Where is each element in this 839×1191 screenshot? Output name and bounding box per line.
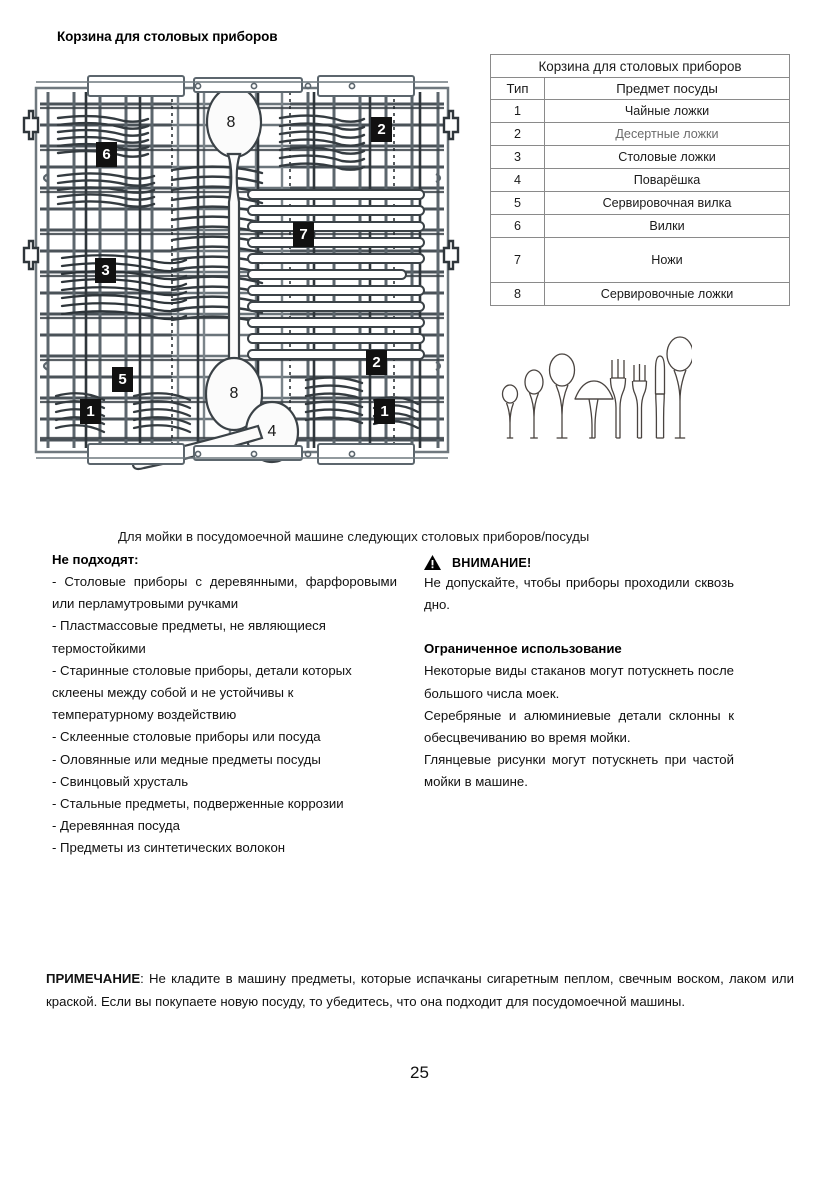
table-title-row bbox=[491, 55, 790, 78]
intro-paragraph: Для мойки в посудомоечной машине следующих столовых приборов/посуды bbox=[118, 529, 590, 544]
callout-3: 3 bbox=[95, 258, 116, 283]
callout-1-left: 1 bbox=[80, 399, 101, 424]
warning-title: ВНИМАНИЕ! bbox=[452, 555, 532, 570]
list-item: - Склеенные столовые приборы или посуда bbox=[52, 729, 321, 745]
table-spoon-icon bbox=[550, 354, 575, 438]
table-row bbox=[491, 238, 790, 283]
limited-use-paragraph: Некоторые виды стаканов могут потускнеть после большого числа моек. bbox=[424, 663, 734, 701]
table-row bbox=[491, 123, 790, 146]
table-header-row bbox=[491, 78, 790, 100]
note-text: : Не кладите в машину предметы, которые испачканы сигаретным пеплом, свечным воском, лаком или краской. Если вы покупаете новую посуду, то убедитесь, что она подходит для посудомоечной машины. bbox=[46, 971, 794, 1009]
warning-column bbox=[424, 555, 734, 794]
callout-2-bottom: 2 bbox=[366, 350, 387, 375]
unsuitable-column bbox=[52, 549, 397, 860]
table-row bbox=[491, 215, 790, 238]
cell-item: Поварёшка bbox=[545, 169, 790, 192]
table-row bbox=[491, 283, 790, 306]
dessert-spoon-icon bbox=[525, 370, 543, 438]
cell-type: 2 bbox=[491, 123, 545, 146]
cell-type: 8 bbox=[491, 283, 545, 306]
list-item: - Пластмассовые предметы, не являющиеся термостойкими bbox=[52, 618, 326, 656]
cell-item: Сервировочная вилка bbox=[545, 192, 790, 215]
cell-type: 6 bbox=[491, 215, 545, 238]
ladle-icon bbox=[575, 381, 613, 438]
callout-5: 5 bbox=[112, 367, 133, 392]
callout-8-lower: 8 bbox=[229, 385, 239, 402]
callout-2-top: 2 bbox=[371, 117, 392, 142]
cutlery-drawing bbox=[492, 332, 692, 440]
table-row bbox=[491, 146, 790, 169]
warning-text: Не допускайте, чтобы приборы проходили сквозь дно. bbox=[424, 575, 734, 613]
list-item: - Деревянная посуда bbox=[52, 818, 180, 834]
limited-use-paragraph: Серебряные и алюминиевые детали склонны к обесцвечиванию во время мойки. bbox=[424, 707, 734, 746]
cell-type: 5 bbox=[491, 192, 545, 215]
list-item: - Свинцовый хрусталь bbox=[52, 773, 189, 789]
list-item: - Стальные предметы, подверженные коррозии bbox=[52, 796, 344, 812]
warning-header bbox=[424, 555, 734, 570]
cell-item: Столовые ложки bbox=[545, 146, 790, 169]
table-row bbox=[491, 192, 790, 215]
note-label: ПРИМЕЧАНИЕ bbox=[46, 971, 141, 986]
warning-triangle-icon bbox=[424, 555, 441, 570]
cell-type: 3 bbox=[491, 146, 545, 169]
cell-item: Сервировочные ложки bbox=[545, 283, 790, 306]
callout-7: 7 bbox=[293, 222, 314, 247]
cell-item: Вилки bbox=[545, 215, 790, 238]
cell-item: Чайные ложки bbox=[545, 100, 790, 123]
cell-type: 7 bbox=[491, 238, 545, 283]
list-item: - Предметы из синтетических волокон bbox=[52, 840, 286, 856]
callout-6: 6 bbox=[96, 142, 117, 167]
cell-item: Ножи bbox=[545, 238, 790, 283]
teaspoon-icon bbox=[503, 385, 518, 438]
column-header-type: Тип bbox=[491, 78, 545, 100]
callout-8-upper: 8 bbox=[226, 114, 236, 131]
table-row bbox=[491, 169, 790, 192]
limited-use-paragraph: Глянцевые рисунки могут потускнеть при частой мойки в машине. bbox=[424, 752, 734, 790]
column-header-item: Предмет посуды bbox=[545, 78, 790, 100]
cell-type: 1 bbox=[491, 100, 545, 123]
page-number: 25 bbox=[410, 1063, 429, 1082]
cutlery-type-table bbox=[490, 54, 790, 306]
note-paragraph bbox=[46, 967, 794, 1013]
cutlery-silhouettes bbox=[492, 332, 692, 440]
limited-use-title: Ограниченное использование bbox=[424, 641, 622, 657]
spacer bbox=[424, 616, 734, 638]
list-item: - Оловянные или медные предметы посуды bbox=[52, 751, 321, 767]
page-title: Корзина для столовых приборов bbox=[57, 29, 278, 44]
table-row bbox=[491, 100, 790, 123]
cell-type: 4 bbox=[491, 169, 545, 192]
knife-icon bbox=[656, 356, 665, 438]
callout-4: 4 bbox=[267, 423, 277, 440]
callout-1-right: 1 bbox=[374, 399, 395, 424]
fork-icon bbox=[633, 364, 647, 438]
table-title: Корзина для столовых приборов bbox=[491, 55, 790, 78]
list-item: - Старинные столовые приборы, детали которых склеены между собой и не устойчивы к температурному воздействию bbox=[52, 662, 352, 723]
list-item: - Столовые приборы с деревянными, фарфоровыми или перламутровыми ручками bbox=[52, 574, 397, 612]
serving-spoon-icon bbox=[667, 337, 692, 438]
cell-item: Десертные ложки bbox=[545, 123, 790, 146]
cutlery-basket-illustration bbox=[22, 62, 462, 482]
unsuitable-label: Не подходят: bbox=[52, 552, 139, 567]
